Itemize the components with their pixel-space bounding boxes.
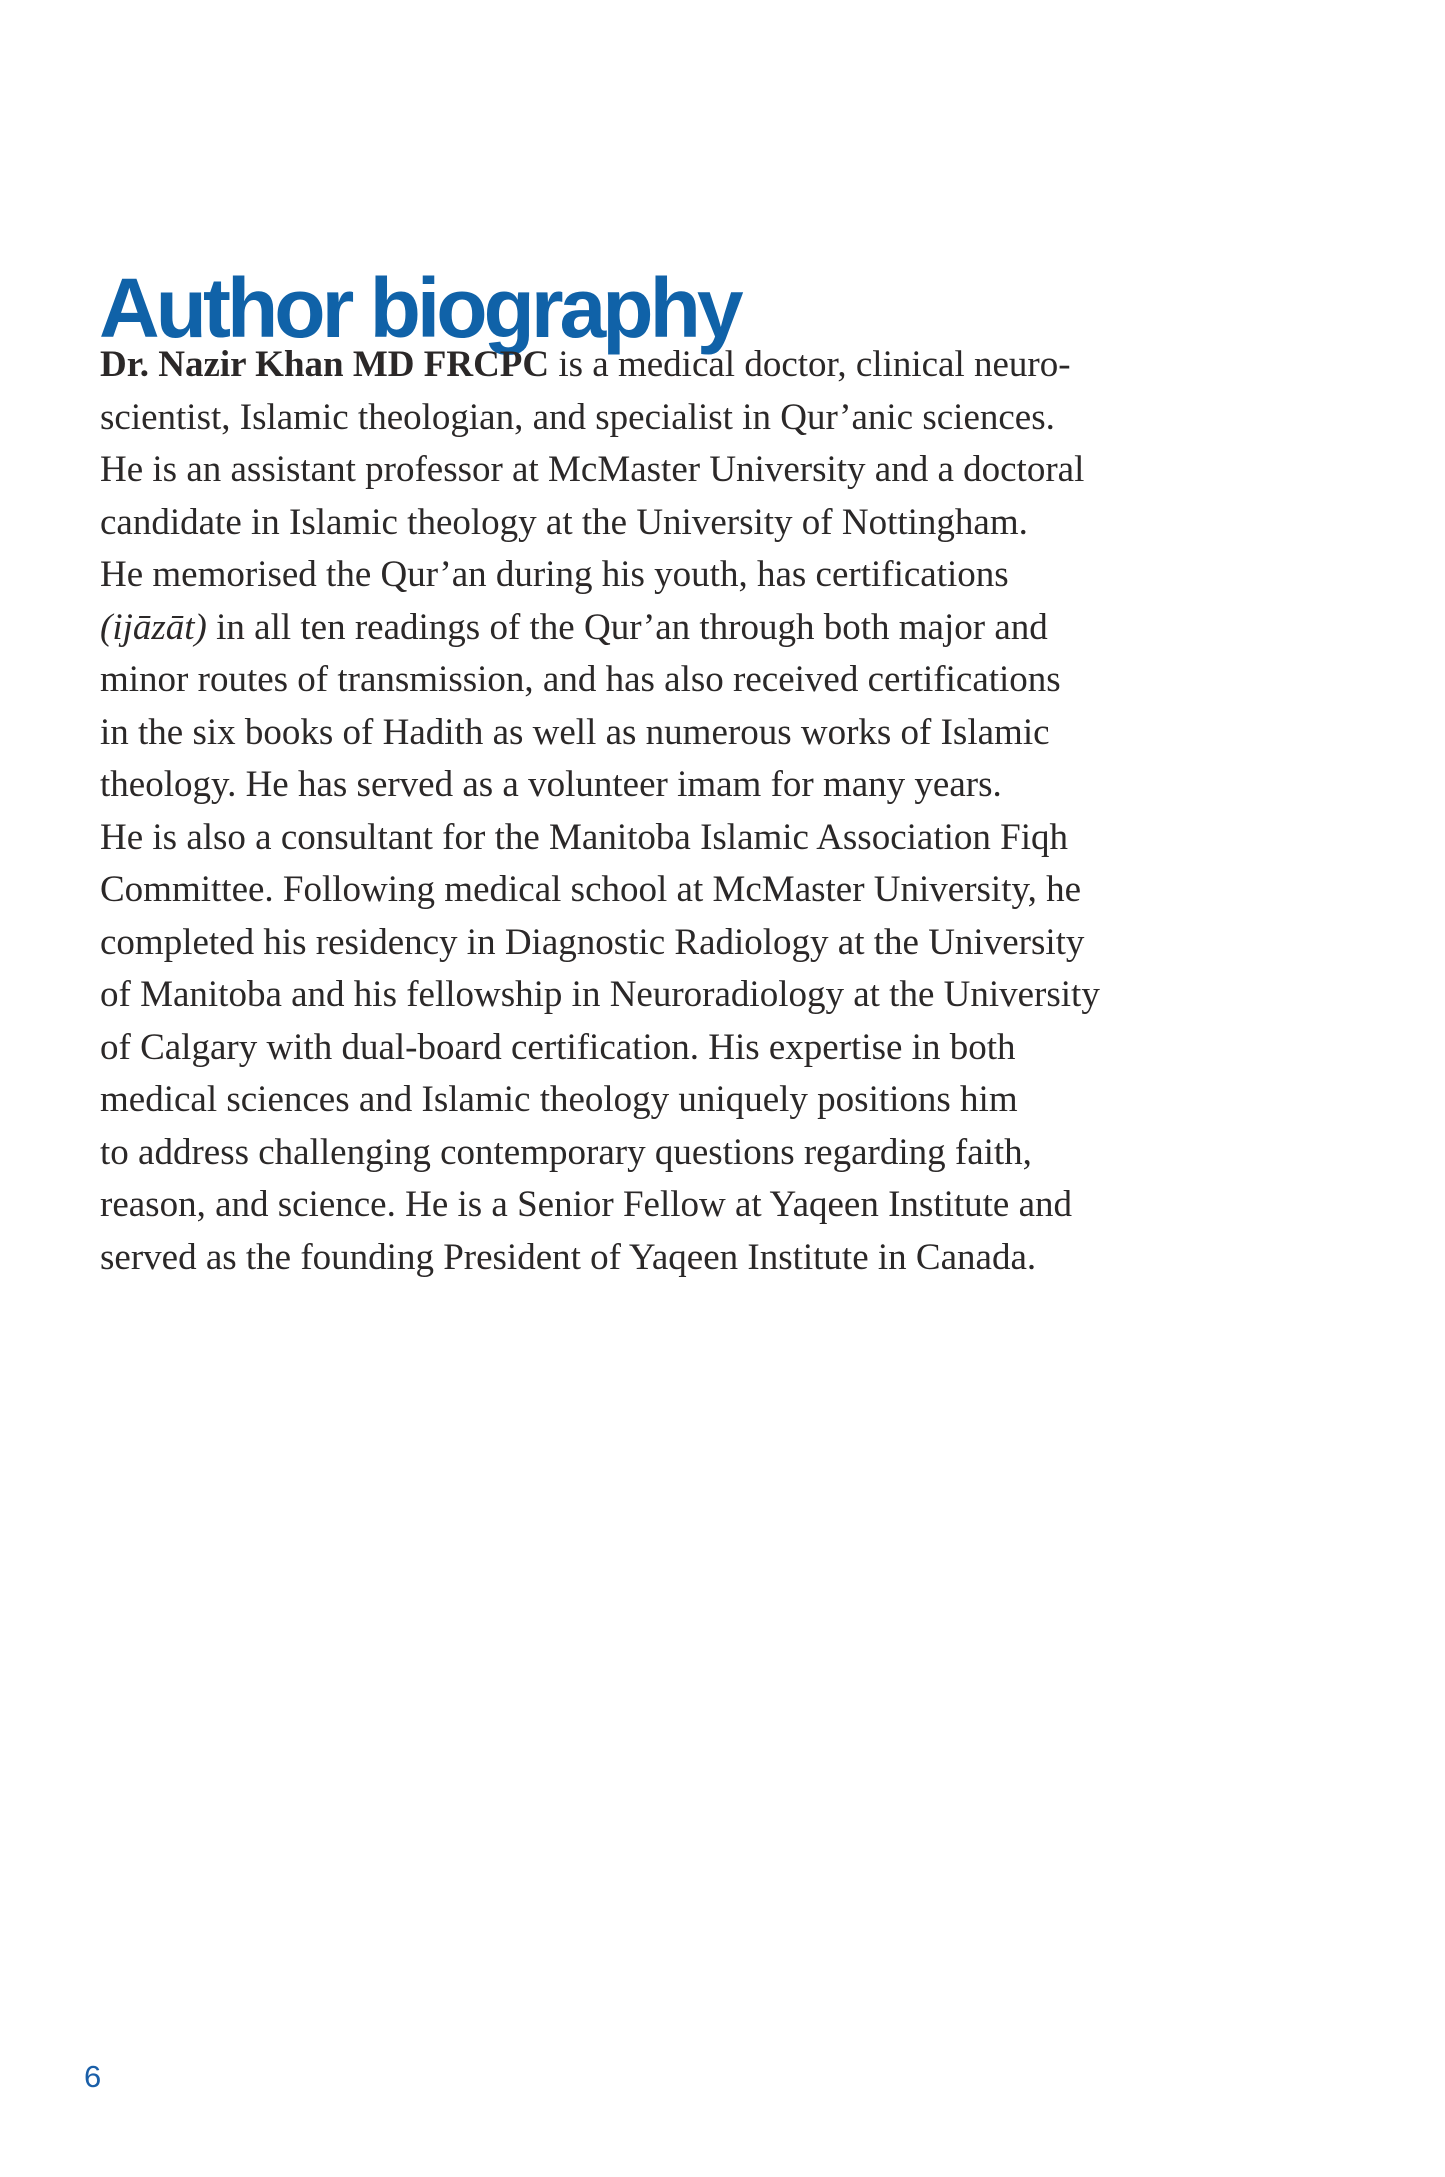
author-biography-paragraph [100, 339, 1260, 1284]
paragraph-text: minor routes of transmission, and has also received certifications [100, 659, 1061, 700]
paragraph-text: completed his residency in Diagnostic Radiology at the University [100, 921, 1085, 963]
paragraph-text: He is also a consultant for the Manitoba Islamic Association Fiqh [100, 816, 1068, 858]
paragraph-line [100, 969, 1260, 1022]
paragraph-text: Committee. Following medical school at McMaster University, he [100, 869, 1082, 910]
paragraph-line [100, 864, 1260, 917]
paragraph-line [100, 602, 1260, 655]
paragraph-line [100, 917, 1260, 970]
paragraph-text: candidate in Islamic theology at the University of Nottingham. [100, 501, 1028, 543]
paragraph-line [100, 812, 1260, 865]
paragraph-line [100, 549, 1260, 602]
italic-term: (ijāzāt) [100, 606, 207, 648]
paragraph-text: He is an assistant professor at McMaster University and a doctoral [100, 449, 1085, 490]
paragraph-text: served as the founding President of Yaqeen Institute in Canada. [100, 1236, 1037, 1278]
paragraph-text: scientist, Islamic theologian, and specialist in Qur’anic sciences. [100, 396, 1055, 438]
paragraph-text: theology. He has served as a volunteer imam for many years. [100, 764, 1002, 805]
paragraph-text: reason, and science. He is a Senior Fellow at Yaqeen Institute and [100, 1184, 1073, 1225]
paragraph-line [100, 339, 1260, 392]
paragraph-line [100, 1127, 1260, 1180]
author-name-bold: Dr. Nazir Khan MD FRCPC [100, 344, 550, 385]
paragraph-text: He memorised the Qur’an during his youth, has certifications [100, 554, 1009, 595]
paragraph-text: to address challenging contemporary questions regarding faith, [100, 1131, 1032, 1173]
paragraph-line [100, 497, 1260, 550]
paragraph-line [100, 759, 1260, 812]
paragraph-text: in the six books of Hadith as well as numerous works of Islamic [100, 711, 1050, 753]
paragraph-line [100, 707, 1260, 760]
paragraph-text: in all ten readings of the Qur’an through both major and [206, 606, 1048, 648]
paragraph-text: medical sciences and Islamic theology uniquely positions him [100, 1079, 1018, 1120]
paragraph-line [100, 654, 1260, 707]
paragraph-text: of Manitoba and his fellowship in Neuroradiology at the University [100, 974, 1100, 1015]
paragraph-line [100, 1179, 1260, 1232]
paragraph-text: of Calgary with dual-board certification. His expertise in both [100, 1026, 1016, 1068]
paragraph-line [100, 392, 1260, 445]
paragraph-line [100, 1074, 1260, 1127]
paragraph-line [100, 1022, 1260, 1075]
paragraph-line [100, 444, 1260, 497]
page-number: 6 [84, 2059, 102, 2094]
page-title: Author biography [99, 261, 740, 356]
paragraph-text: is a medical doctor, clinical neuro- [549, 344, 1071, 385]
paragraph-line [100, 1232, 1260, 1285]
